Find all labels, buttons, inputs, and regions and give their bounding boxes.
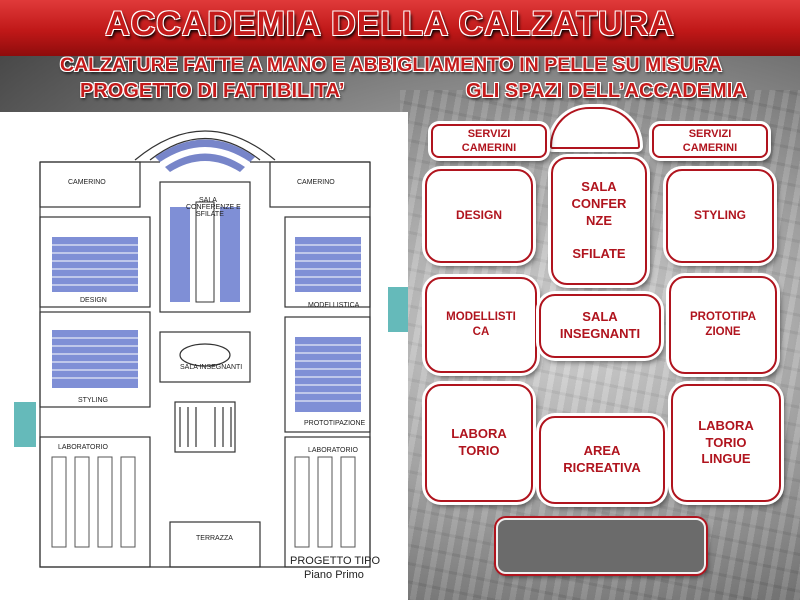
feasibility-heading: PROGETTO DI FATTIBILITA’	[80, 80, 345, 102]
floor-plan	[0, 112, 408, 600]
plan-label-camerino-right: CAMERINO	[297, 179, 335, 186]
plan-label-styling: STYLING	[78, 397, 108, 404]
room-sala-conferenze	[551, 157, 647, 285]
room-laboratorio-lingue-label: LABORA TORIO LINGUE	[698, 417, 754, 467]
plan-label-camerino-left: CAMERINO	[68, 179, 106, 186]
room-servizi-left	[431, 124, 547, 158]
page-title: ACCADEMIA DELLA CALZATURA	[105, 5, 675, 43]
gray-panel	[496, 518, 706, 574]
room-prototipazione	[669, 276, 777, 374]
room-laboratorio-label: LABORA TORIO	[451, 426, 507, 458]
plan-label-laboratorio-left: LABORATORIO	[58, 444, 108, 451]
room-prototipazione-label: PROTOTIPA ZIONE	[689, 311, 757, 338]
plan-label-terrazza: TERRAZZA	[196, 535, 233, 542]
room-styling	[666, 169, 774, 263]
room-servizi-right	[652, 124, 768, 158]
room-modellistica	[425, 277, 537, 373]
plan-label-sala-2: CONFERENZE E	[186, 204, 241, 211]
room-servizi-left-label: SERVIZI CAMERINI	[461, 127, 517, 154]
plan-label-sala-insegnanti: SALA INSEGNANTI	[180, 364, 243, 371]
room-sala-conferenze-label: SALA CONFER NZE SFILATE	[571, 178, 627, 262]
page-subtitle: CALZATURE FATTE A MANO E ABBIGLIAMENTO IN PELLE SU MISURA	[60, 54, 722, 76]
room-design	[425, 169, 533, 263]
plan-label-design: DESIGN	[80, 297, 107, 304]
room-laboratorio-lingue	[671, 384, 781, 502]
plan-caption-sub: Piano Primo	[304, 569, 364, 581]
room-laboratorio	[425, 384, 533, 502]
room-sala-insegnanti-label: SALA INSEGNANTI	[559, 309, 641, 341]
plan-caption-title: PROGETTO TIPO	[290, 555, 381, 567]
room-styling-label: STYLING	[693, 208, 746, 223]
room-area-ricreativa	[539, 416, 665, 504]
room-servizi-right-label: SERVIZI CAMERINI	[682, 127, 738, 154]
plan-label-modellistica: MODELLISTICA	[308, 302, 360, 309]
room-area-ricreativa-label: AREA RICREATIVA	[563, 443, 641, 475]
spaces-heading: GLI SPAZI DELL’ACCADEMIA	[466, 80, 747, 102]
plan-label-sala-1: SALA	[199, 197, 217, 204]
plan-label-laboratorio-right: LABORATORIO	[308, 447, 358, 454]
floor-plan-drawing	[0, 112, 408, 600]
room-modellistica-label: MODELLISTI CA	[446, 311, 516, 338]
plan-label-sala-3: SFILATE	[196, 211, 224, 218]
room-design-label: DESIGN	[455, 208, 502, 223]
room-sala-insegnanti	[539, 294, 661, 358]
plan-label-prototipazione: PROTOTIPAZIONE	[304, 420, 366, 427]
